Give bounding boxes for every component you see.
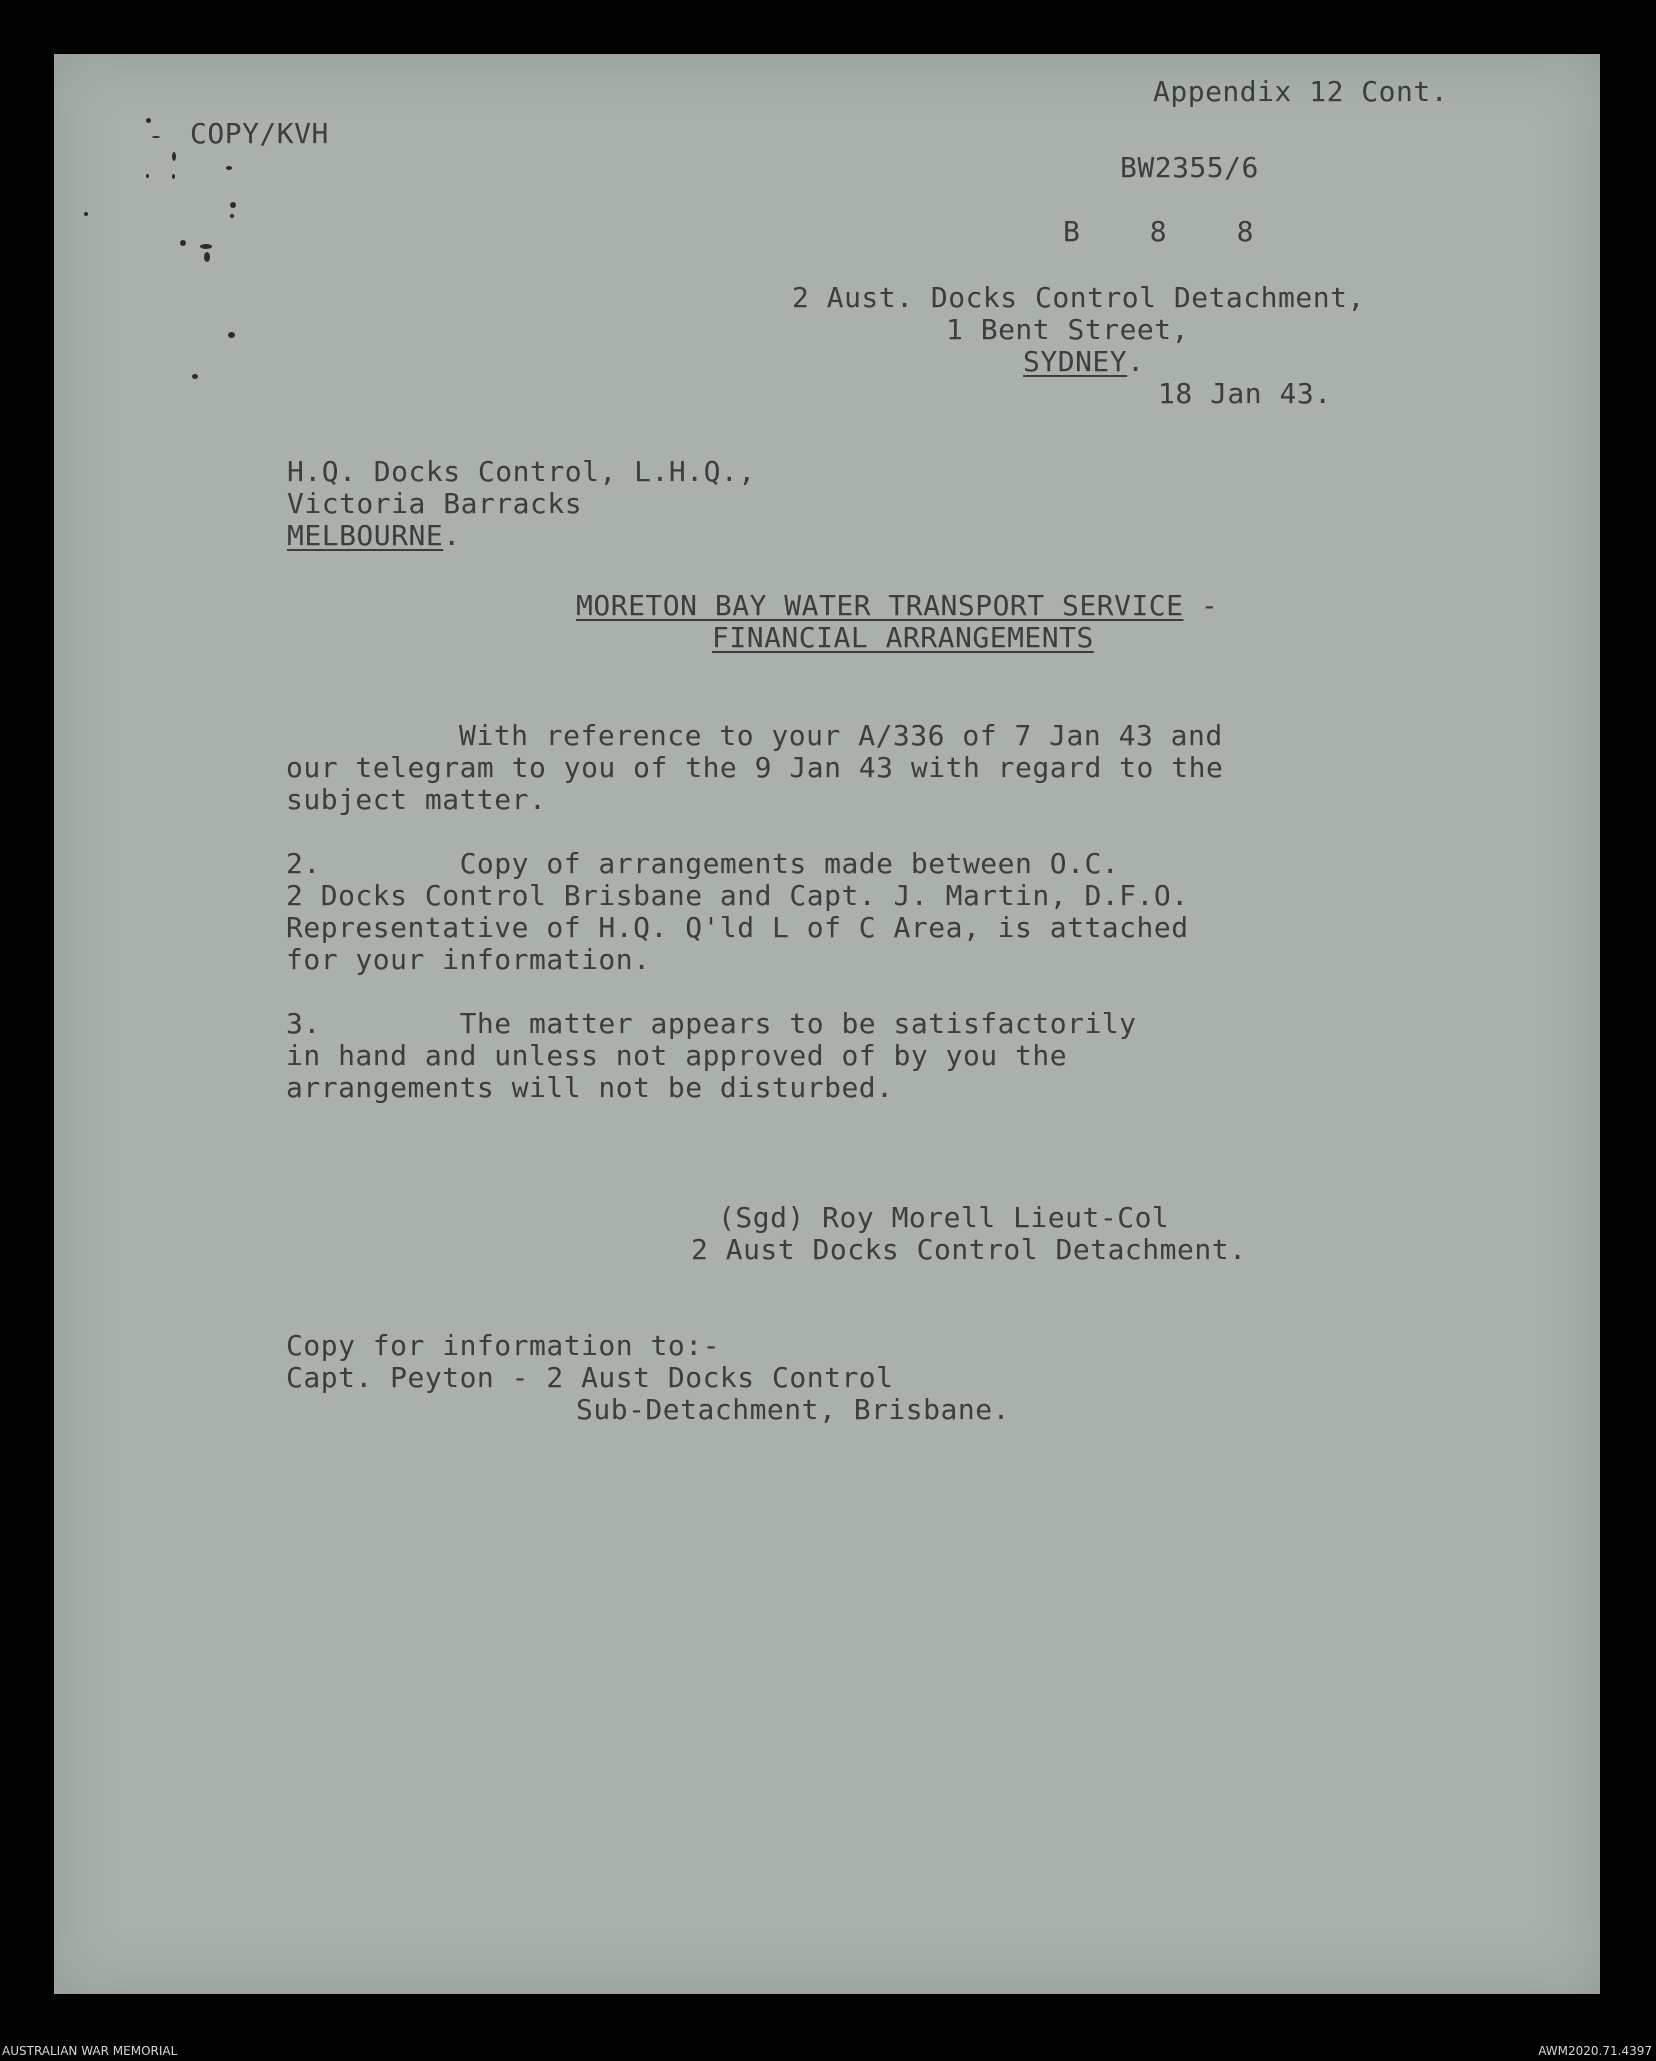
signature-unit: 2 Aust Docks Control Detachment. [691,1233,1247,1266]
sender-city-line [1023,346,1145,378]
recipient-city: MELBOURNE [287,519,444,552]
registry-reference: B 8 8 [1063,215,1254,248]
paragraph-line: Representative of H.Q. Q'ld L of C Area, is attached [286,911,1189,944]
staple-mark [228,332,235,338]
paragraph-line: 2 Docks Control Brisbane and Capt. J. Martin, D.F.O. [286,879,1189,912]
paragraph-line: 2. Copy of arrangements made between O.C. [286,847,1120,880]
sender-city: SYDNEY [1023,345,1128,378]
recipient-city-line [287,520,461,552]
staple-mark [204,252,210,262]
sender-unit: 2 Aust. Docks Control Detachment, [792,281,1365,314]
staple-mark [172,174,175,179]
subject-title: MORETON BAY WATER TRANSPORT SERVICE [576,589,1184,622]
copy-to-recipient-cont: Sub-Detachment, Brisbane. [576,1393,1010,1426]
staple-mark [230,202,236,208]
staple-mark [192,374,198,379]
staple-mark [226,166,232,170]
staple-mark [146,174,149,178]
paragraph-line: in hand and unless not approved of by you the [286,1039,1068,1072]
subject-line1 [576,590,1218,622]
paragraph-line: 3. The matter appears to be satisfactorily [286,1007,1137,1040]
staple-mark [84,212,88,216]
paragraph-line: With reference to your A/336 of 7 Jan 43 and [459,719,1223,752]
subject-dash: - [1183,589,1219,622]
paragraph-line: subject matter. [286,783,547,816]
paragraph-line: for your information. [286,943,651,976]
recipient-line1: H.Q. Docks Control, L.H.Q., [287,455,756,488]
recipient-city-punct: . [443,519,461,552]
copy-reference: COPY/KVH [190,117,329,150]
archive-accession-number: AWM2020.71.4397 [1538,2044,1652,2058]
staple-mark [172,152,176,161]
document-page [54,54,1600,1994]
paragraph-line: our telegram to you of the 9 Jan 43 with regard to the [286,751,1224,784]
sender-city-punct: . [1127,345,1145,378]
archive-credit: AUSTRALIAN WAR MEMORIAL [2,2044,178,2058]
staple-mark [230,214,234,218]
appendix-reference: Appendix 12 Cont. [1153,75,1449,108]
signature-name: (Sgd) Roy Morell Lieut-Col [718,1201,1170,1234]
staple-mark [180,240,186,246]
copy-to-heading: Copy for information to:- [286,1329,720,1362]
letter-date: 18 Jan 43. [1158,377,1332,410]
copy-to-recipient: Capt. Peyton - 2 Aust Docks Control [286,1361,894,1394]
recipient-line2: Victoria Barracks [287,487,583,520]
subject-line2: FINANCIAL ARRANGEMENTS [712,621,1094,654]
file-reference: BW2355/6 [1120,151,1259,184]
staple-mark [146,118,151,123]
paragraph-line: arrangements will not be disturbed. [286,1071,894,1104]
staple-mark [152,136,160,138]
staple-mark [200,244,212,249]
sender-street: 1 Bent Street, [946,313,1190,346]
